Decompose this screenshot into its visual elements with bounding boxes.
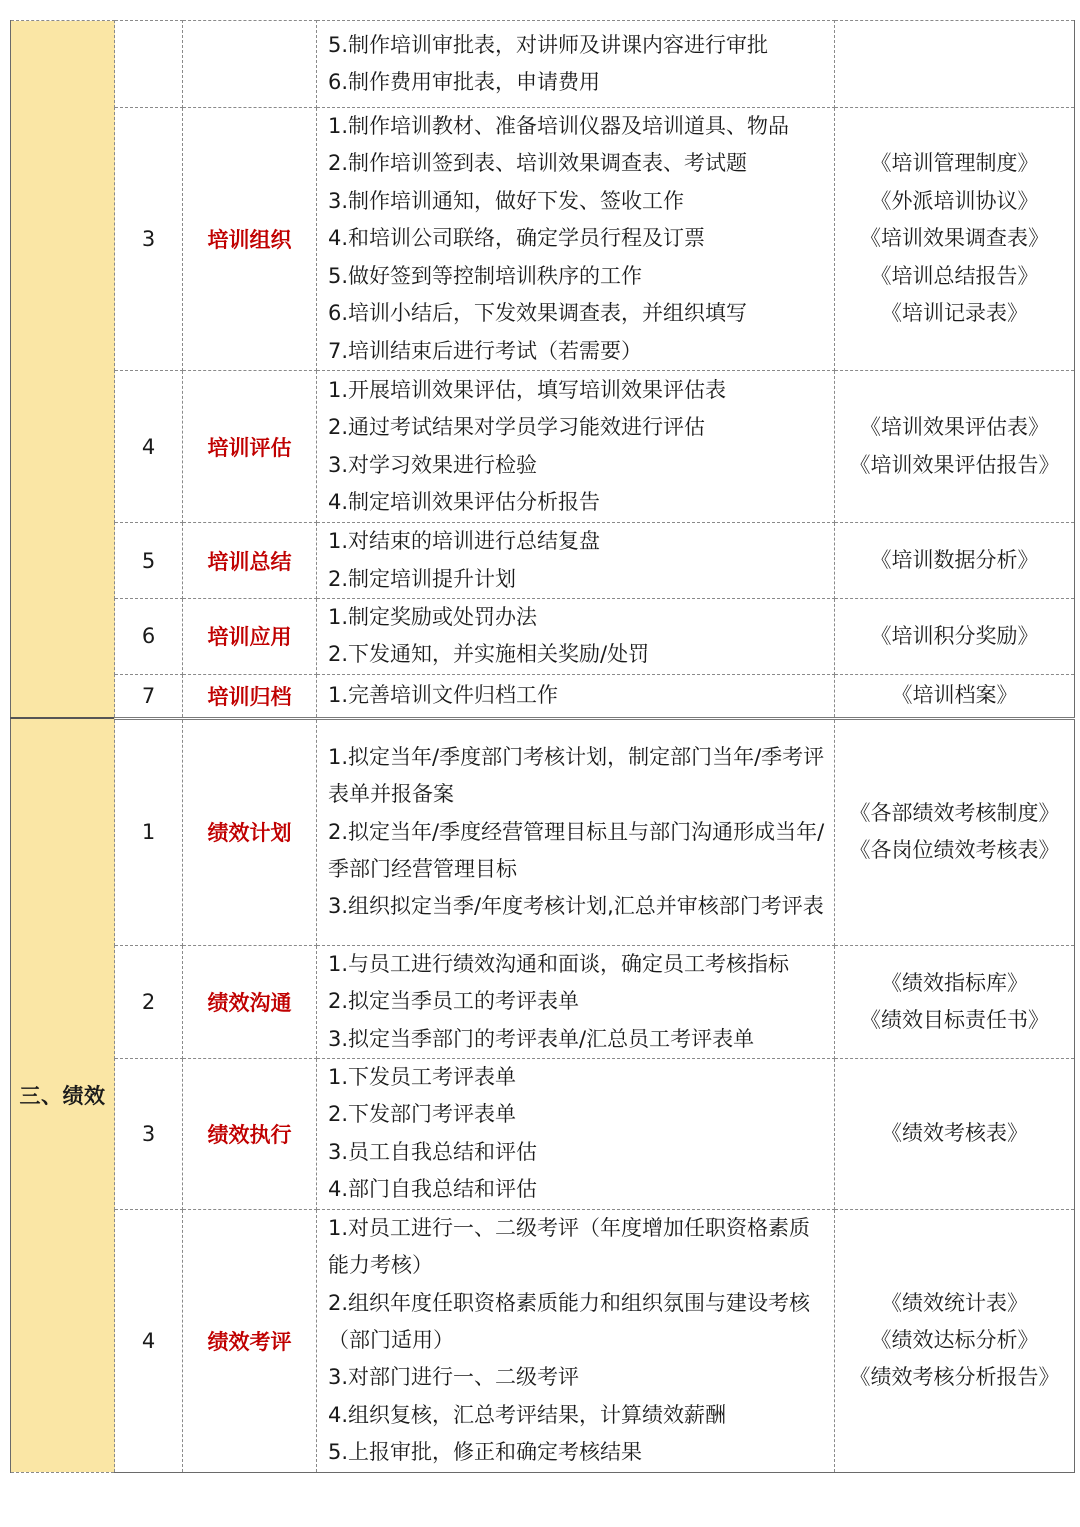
action-line: 1.拟定当年/季度部门考核计划，制定部门当年/季考评表单并报备案 xyxy=(328,744,825,807)
step-actions xyxy=(317,1059,835,1210)
action-line: 4.部门自我总结和评估 xyxy=(328,1177,538,1202)
step-documents xyxy=(835,371,1075,523)
document-name: 《绩效考核分析报告》 xyxy=(849,1365,1060,1390)
action-line: 3.对学习效果进行检验 xyxy=(328,452,538,477)
document-name: 《各岗位绩效考核表》 xyxy=(849,838,1060,863)
action-line: 4.和培训公司联络，确定学员行程及订票 xyxy=(328,226,706,251)
step-documents xyxy=(835,945,1075,1058)
step-actions xyxy=(317,674,835,718)
document-name: 《绩效目标责任书》 xyxy=(860,1007,1049,1032)
step-actions xyxy=(317,108,835,371)
step-title: 培训归档 xyxy=(183,674,317,718)
step-documents xyxy=(835,21,1075,108)
step-number: 7 xyxy=(115,674,183,718)
table-row xyxy=(11,945,1075,1058)
table-row xyxy=(11,599,1075,675)
document-name: 《培训记录表》 xyxy=(881,301,1028,326)
step-title xyxy=(183,21,317,108)
document-name: 《绩效考核表》 xyxy=(881,1121,1028,1146)
step-documents xyxy=(835,674,1075,718)
action-line: 2.下发通知，并实施相关奖励/处罚 xyxy=(328,642,650,667)
category-cell-performance: 三、绩效 xyxy=(11,718,115,1472)
document-name: 《培训效果评估报告》 xyxy=(849,452,1060,477)
action-line: 6.培训小结后，下发效果调查表，并组织填写 xyxy=(328,301,748,326)
action-line: 2.制作培训签到表、培训效果调查表、考试题 xyxy=(328,151,748,176)
step-actions xyxy=(317,1209,835,1472)
step-number: 4 xyxy=(115,371,183,523)
table-row xyxy=(11,674,1075,718)
step-number xyxy=(115,21,183,108)
action-line: 3.制作培训通知，做好下发、签收工作 xyxy=(328,188,685,213)
action-line: 5.做好签到等控制培训秩序的工作 xyxy=(328,263,643,288)
action-line: 2.拟定当年/季度经营管理目标且与部门沟通形成当年/季部门经营管理目标 xyxy=(328,819,825,882)
action-line: 3.组织拟定当季/年度考核计划,汇总并审核部门考评表 xyxy=(328,894,824,919)
document-name: 《绩效指标库》 xyxy=(881,970,1028,995)
step-title: 培训应用 xyxy=(183,599,317,675)
action-line: 1.完善培训文件归档工作 xyxy=(328,683,559,708)
document-name: 《培训总结报告》 xyxy=(870,263,1039,288)
document-name: 《培训积分奖励》 xyxy=(870,623,1039,648)
step-title: 绩效执行 xyxy=(183,1059,317,1210)
step-actions xyxy=(317,523,835,599)
document-name: 《培训数据分析》 xyxy=(870,547,1039,572)
action-line: 3.员工自我总结和评估 xyxy=(328,1139,538,1164)
action-line: 1.对结束的培训进行总结复盘 xyxy=(328,529,601,554)
document-name: 《培训效果评估表》 xyxy=(860,415,1049,440)
action-line: 4.组织复核，汇总考评结果，计算绩效薪酬 xyxy=(328,1402,727,1427)
step-title: 培训评估 xyxy=(183,371,317,523)
step-actions xyxy=(317,945,835,1058)
step-title: 绩效沟通 xyxy=(183,945,317,1058)
action-line: 5.上报审批，修正和确定考核结果 xyxy=(328,1440,643,1465)
document-name: 《外派培训协议》 xyxy=(870,188,1039,213)
action-line: 5.制作培训审批表，对讲师及讲课内容进行审批 xyxy=(328,32,769,57)
category-cell-training xyxy=(11,21,115,719)
step-title: 培训组织 xyxy=(183,108,317,371)
action-line: 4.制定培训效果评估分析报告 xyxy=(328,489,601,514)
step-documents xyxy=(835,108,1075,371)
step-actions xyxy=(317,21,835,108)
step-number: 3 xyxy=(115,1059,183,1210)
step-number: 6 xyxy=(115,599,183,675)
table-row xyxy=(11,108,1075,371)
action-line: 1.下发员工考评表单 xyxy=(328,1065,517,1090)
action-line: 1.与员工进行绩效沟通和面谈，确定员工考核指标 xyxy=(328,951,790,976)
action-line: 2.组织年度任职资格素质能力和组织氛围与建设考核（部门适用） xyxy=(328,1290,811,1352)
document-name: 《绩效达标分析》 xyxy=(870,1327,1039,1352)
process-table xyxy=(10,20,1075,1473)
action-line: 2.下发部门考评表单 xyxy=(328,1102,517,1127)
step-title: 培训总结 xyxy=(183,523,317,599)
step-title: 绩效计划 xyxy=(183,718,317,945)
step-actions xyxy=(317,599,835,675)
step-number: 2 xyxy=(115,945,183,1058)
step-number: 1 xyxy=(115,718,183,945)
action-line: 1.对员工进行一、二级考评（年度增加任职资格素质能力考核） xyxy=(328,1215,811,1278)
document-name: 《绩效统计表》 xyxy=(881,1290,1028,1315)
table-row xyxy=(11,1059,1075,1210)
action-line: 2.拟定当季员工的考评表单 xyxy=(328,989,580,1014)
step-actions xyxy=(317,371,835,523)
step-documents xyxy=(835,523,1075,599)
table-row xyxy=(11,371,1075,523)
table-row xyxy=(11,21,1075,108)
action-line: 1.制作培训教材、准备培训仪器及培训道具、物品 xyxy=(328,114,790,139)
step-documents xyxy=(835,599,1075,675)
step-documents xyxy=(835,1059,1075,1210)
step-title: 绩效考评 xyxy=(183,1209,317,1472)
document-name: 《培训管理制度》 xyxy=(870,151,1039,176)
document-name: 《培训档案》 xyxy=(891,683,1018,708)
step-number: 4 xyxy=(115,1209,183,1472)
action-line: 1.开展培训效果评估，填写培训效果评估表 xyxy=(328,377,727,402)
document-name: 《各部绩效考核制度》 xyxy=(849,800,1060,825)
action-line: 3.拟定当季部门的考评表单/汇总员工考评表单 xyxy=(328,1026,755,1051)
step-number: 3 xyxy=(115,108,183,371)
step-actions xyxy=(317,718,835,945)
action-line: 1.制定奖励或处罚办法 xyxy=(328,605,538,629)
action-line: 3.对部门进行一、二级考评 xyxy=(328,1365,580,1390)
table-row xyxy=(11,718,1075,945)
step-documents xyxy=(835,1209,1075,1472)
action-line: 6.制作费用审批表，申请费用 xyxy=(328,70,601,94)
action-line: 2.通过考试结果对学员学习能效进行评估 xyxy=(328,415,706,440)
action-line: 2.制定培训提升计划 xyxy=(328,566,517,591)
document-name: 《培训效果调查表》 xyxy=(860,226,1049,251)
action-line: 7.培训结束后进行考试（若需要） xyxy=(328,338,643,363)
step-number: 5 xyxy=(115,523,183,599)
table-row xyxy=(11,523,1075,599)
table-row xyxy=(11,1209,1075,1472)
step-documents xyxy=(835,718,1075,945)
